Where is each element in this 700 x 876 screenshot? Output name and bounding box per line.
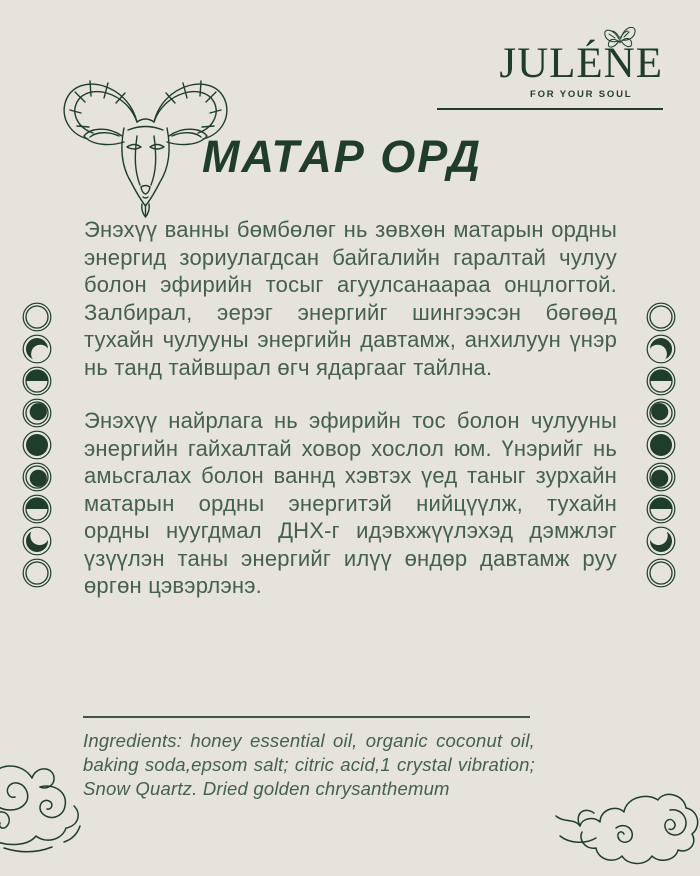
moon-column-left: [22, 302, 52, 588]
waxing-crescent-icon: [646, 334, 676, 364]
cloud-ornament-bottom-right: [552, 788, 700, 876]
moon-column-right: [646, 302, 676, 588]
ingredients-text: Ingredients: honey essential oil, organic coconut oil, baking soda,epsom salt; citric acid,1 crystal vibration; Snow Quartz. Dried golden chrysanthemum: [83, 730, 535, 799]
brand-logo-block: [437, 22, 663, 110]
new-moon-icon: [646, 558, 676, 588]
last-quarter-icon: [646, 494, 676, 524]
logo-divider: [437, 108, 663, 110]
new-moon-icon: [646, 302, 676, 332]
page-title: МАТАР ОРД: [202, 131, 483, 182]
ingredients-divider: [83, 716, 530, 718]
waxing-crescent-icon: [22, 334, 52, 364]
body-text: [84, 216, 617, 626]
waxing-gibbous-icon: [646, 398, 676, 428]
waning-crescent-icon: [22, 526, 52, 556]
waxing-gibbous-icon: [22, 398, 52, 428]
full-moon-icon: [646, 430, 676, 460]
waning-gibbous-icon: [22, 462, 52, 492]
body-paragraph: Энэхүү найрлага нь эфирийн тос болон чулууны энергийн гайхалтай ховор хослол юм. Үнэрийг нь амьсгалах болон ваннд хэвтэх үед таныг зурхайн матарын ордны энергитэй нийцүүлж, тухайн ордны нуугдмал ДНХ-г идэвхжүүлэхэд дэмжлэг үзүүлэн таны энергийг илүү өндөр давтамж руу өргөн цэвэрлэнэ.: [84, 408, 617, 598]
waning-crescent-icon: [646, 526, 676, 556]
first-quarter-icon: [646, 366, 676, 396]
first-quarter-icon: [22, 366, 52, 396]
waning-gibbous-icon: [646, 462, 676, 492]
brand-tagline: FOR YOUR SOUL: [529, 89, 633, 100]
butterfly-icon: [601, 22, 639, 57]
brand-name: JULÉNE: [499, 40, 663, 87]
full-moon-icon: [22, 430, 52, 460]
new-moon-icon: [22, 558, 52, 588]
new-moon-icon: [22, 302, 52, 332]
cloud-ornament-bottom-left: [0, 750, 109, 876]
last-quarter-icon: [22, 494, 52, 524]
body-paragraph: Энэхүү ванны бөмбөлөг нь зөвхөн матарын ордны энергид зориулагдсан байгалийн гаралтай чулуу болон эфирийн тосыг агуулсанаараа онцлогтой. Залбирал, эерэг энергийг шингээсэн бөгөөд тухайн чулууны энергийн давтамж, анхилуун үнэр нь танд тайвшрал өгч ядаргааг тайлна.: [84, 217, 617, 380]
